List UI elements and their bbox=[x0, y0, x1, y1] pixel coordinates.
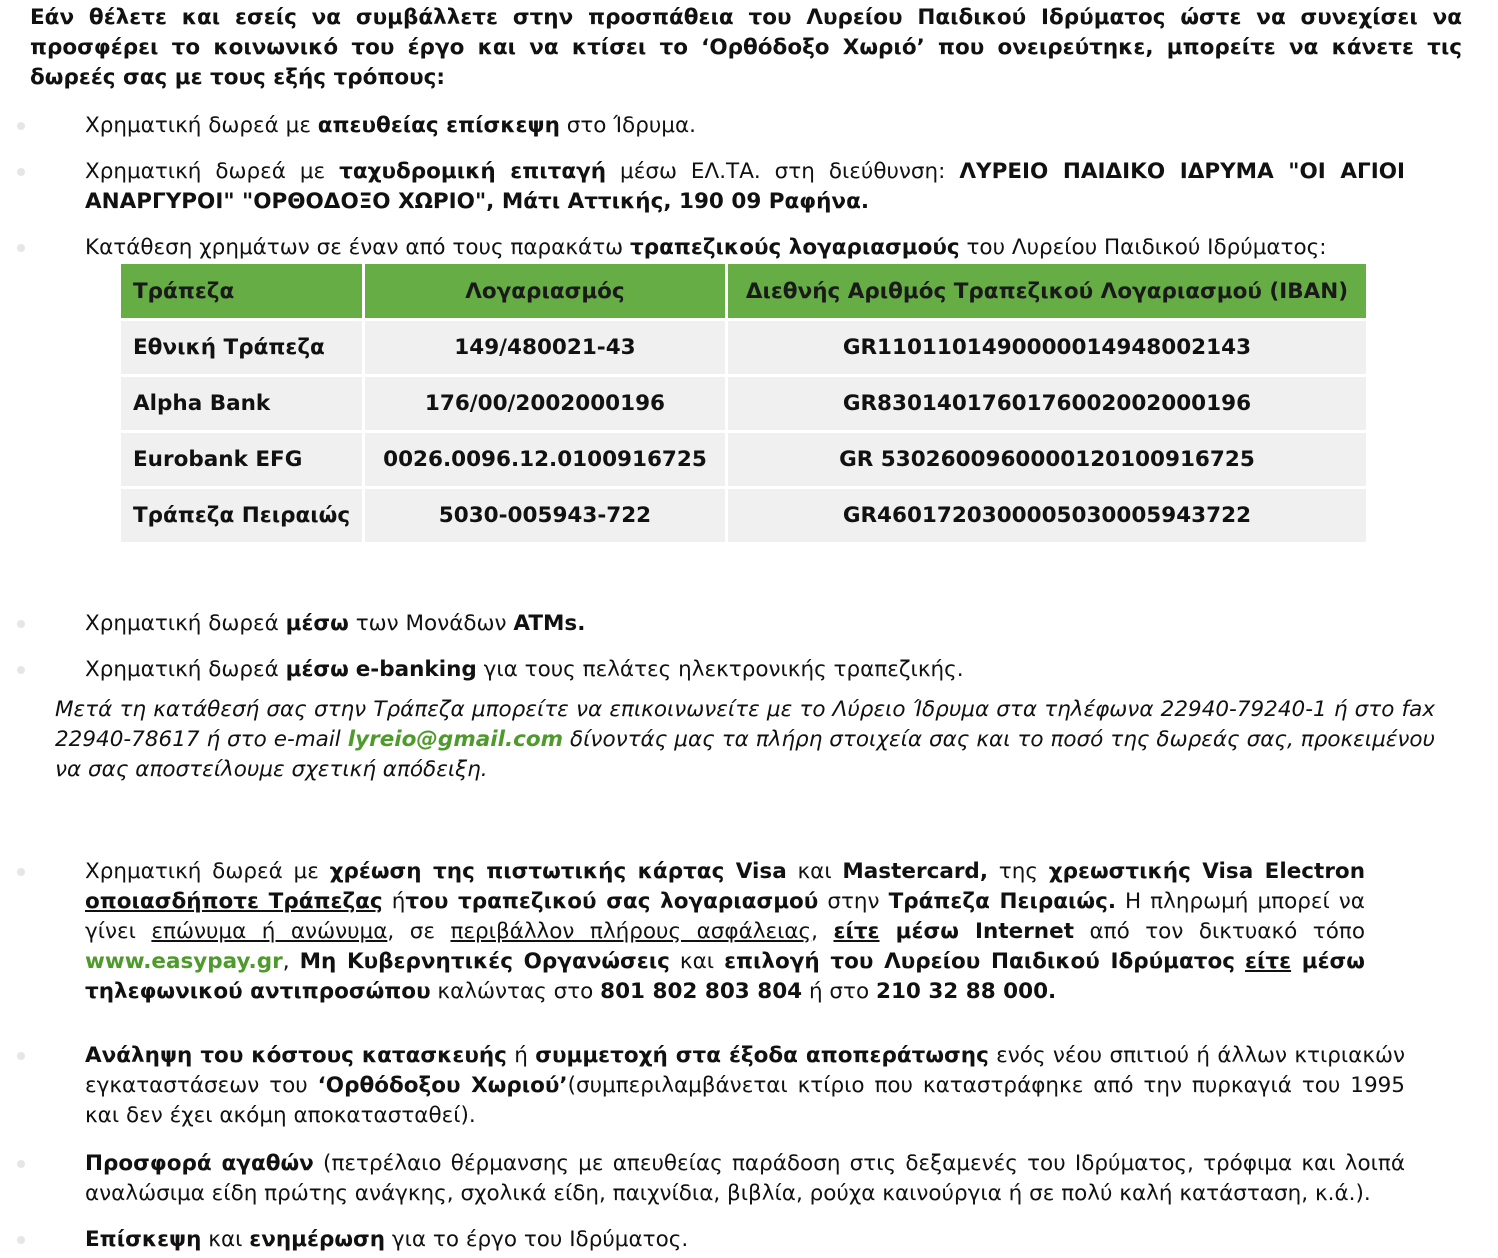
list-item-goods-offer: Προσφορά αγαθών (πετρέλαιο θέρμανσης με απευθείας παράδοση στις δεξαμενές του Ιδρύματος, τρόφιμα και λοιπά αναλώσιμα είδη πρώτης ανάγκης, σχολικά είδη, παιχνίδια, βιβλία, ρούχα καινούργια ή σε πολύ καλή κατάσταση, κ.ά.). bbox=[85, 1151, 1405, 1206]
bullet-icon bbox=[17, 1160, 25, 1168]
list-item-bank-deposit: Κατάθεση χρημάτων σε έναν από τους παρακάτω τραπεζικούς λογαριασμούς του Λυρείου Παιδικού Ιδρύματος: bbox=[85, 235, 1327, 260]
bullet-icon bbox=[17, 1236, 25, 1244]
list-item-visit-info: Επίσκεψη και ενημέρωση για το έργο του Ιδρύματος. bbox=[85, 1227, 689, 1252]
bullet-icon bbox=[17, 168, 25, 176]
header-iban: Διεθνής Αριθμός Τραπεζικού Λογαριασμού (IBAN) bbox=[728, 264, 1366, 318]
iban: GR 5302600960000120100916725 bbox=[728, 430, 1366, 486]
bank-accounts-table bbox=[118, 264, 1369, 542]
table-row bbox=[121, 318, 1366, 374]
deposit-contact-note: Μετά τη κατάθεσή σας στην Τράπεζα μπορείτε να επικοινωνείτε με το Λύρειο Ίδρυμα στα τηλέφωνα 22940-79240-1 ή στο fax 22940-78617 ή στο e-mail lyreio@gmail.com δίνοντάς μας τα πλήρη στοιχεία σας και το ποσό της δωρεάς σας, προκειμένου να σας αποστείλουμε σχετική απόδειξη. bbox=[55, 697, 1435, 782]
easypay-link[interactable]: www.easypay.gr bbox=[85, 949, 283, 974]
bullet-icon bbox=[17, 1052, 25, 1060]
account-number: 176/00/2002000196 bbox=[365, 374, 725, 430]
bullet-icon bbox=[17, 666, 25, 674]
bank-name: Alpha Bank bbox=[121, 374, 362, 430]
list-item-postal-order: Χρηματική δωρεά με ταχυδρομική επιταγή μέσω ΕΛ.ΤΑ. στη διεύθυνση: ΛΥΡΕΙΟ ΠΑΙΔΙΚΟ ΙΔΡΥΜΑ "ΟΙ ΑΓΙΟΙ ΑΝΑΡΓΥΡΟΙ" "ΟΡΘΟΔΟΞΟ ΧΩΡΙΟ", Μάτι Αττικής, 190 09 Ραφήνα. bbox=[85, 159, 1405, 214]
table-row bbox=[121, 486, 1366, 542]
email-link[interactable]: lyreio@gmail.com bbox=[347, 727, 564, 752]
list-item-ebanking: Χρηματική δωρεά μέσω e-banking για τους πελάτες ηλεκτρονικής τραπεζικής. bbox=[85, 657, 964, 682]
list-item-card-payment: Χρηματική δωρεά με χρέωση της πιστωτικής κάρτας Visa και Mastercard, της χρεωστικής Visa Electron οποιασδήποτε Τράπεζας ήτου τραπεζικού σας λογαριασμού στην Τράπεζα Πειραιώς. Η πληρωμή μπορεί να γίνει επώνυμα ή ανώνυμα, σε περιβάλλον πλήρους ασφάλειας, είτε μέσω Internet από τον δικτυακό τόπο www.easypay.gr, Μη Κυβερνητικές Οργανώσεις και επιλογή του Λυρείου Παιδικού Ιδρύματος είτε μέσω τηλεφωνικού αντιπροσώπου καλώντας στο 801 802 803 804 ή στο 210 32 88 000. bbox=[85, 859, 1366, 1004]
bullet-icon bbox=[17, 868, 25, 876]
iban: GR1101101490000014948002143 bbox=[728, 318, 1366, 374]
table-header-row bbox=[121, 264, 1366, 318]
list-item-visit: Χρηματική δωρεά με απευθείας επίσκεψη στο Ίδρυμα. bbox=[85, 113, 696, 138]
list-item-construction: Ανάληψη του κόστους κατασκευής ή συμμετοχή στα έξοδα αποπεράτωσης ενός νέου σπιτιού ή άλλων κτιριακών εγκαταστάσεων του ‘Ορθόδοξου Χωριού’(συμπεριλαμβάνεται κτίριο που καταστράφηκε από την πυρκαγιά του 1995 και δεν έχει ακόμη αποκατασταθεί). bbox=[85, 1043, 1406, 1128]
bullet-icon bbox=[17, 244, 25, 252]
account-number: 5030-005943-722 bbox=[365, 486, 725, 542]
account-number: 149/480021-43 bbox=[365, 318, 725, 374]
iban: GR8301401760176002002000196 bbox=[728, 374, 1366, 430]
list-item-atm: Χρηματική δωρεά μέσω των Μονάδων ATMs. bbox=[85, 611, 586, 636]
account-number: 0026.0096.12.0100916725 bbox=[365, 430, 725, 486]
intro-paragraph: Εάν θέλετε και εσείς να συμβάλλετε στην προσπάθεια του Λυρείου Παιδικού Ιδρύματος ώστε να συνεχίσει να προσφέρει το κοινωνικό του έργο και να κτίσει το ‘Ορθόδοξο Χωριό’ που ονειρεύτηκε, μπορείτε να κάνετε τις δωρεές σας με τους εξής τρόπους: bbox=[30, 5, 1462, 90]
bank-name: Eurobank EFG bbox=[121, 430, 362, 486]
bank-name: Εθνική Τράπεζα bbox=[121, 318, 362, 374]
header-bank: Τράπεζα bbox=[121, 264, 362, 318]
iban: GR4601720300005030005943722 bbox=[728, 486, 1366, 542]
table-row bbox=[121, 374, 1366, 430]
bank-name: Τράπεζα Πειραιώς bbox=[121, 486, 362, 542]
bullet-icon bbox=[17, 122, 25, 130]
header-account: Λογαριασμός bbox=[365, 264, 725, 318]
table-row bbox=[121, 430, 1366, 486]
bullet-icon bbox=[17, 620, 25, 628]
